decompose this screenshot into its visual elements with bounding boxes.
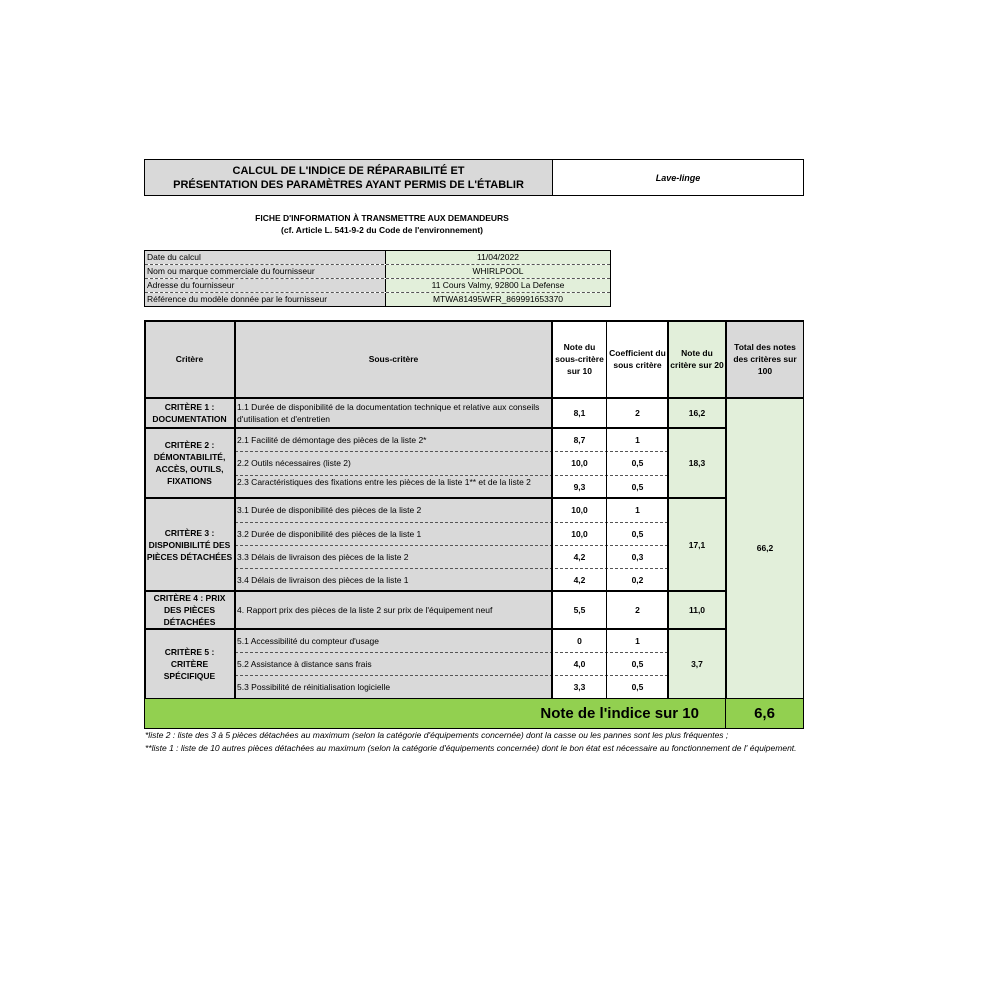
sub-coef: 0,5 — [607, 675, 668, 698]
info-row-date — [145, 251, 610, 265]
header-total: Total des notes des critères sur 100 — [726, 320, 804, 398]
title-line-2: PRÉSENTATION DES PARAMÈTRES AYANT PERMIS DE L'ÉTABLIR — [173, 178, 524, 191]
sub-coef: 0,3 — [607, 545, 668, 568]
info-value: WHIRLPOOL — [386, 265, 610, 278]
sub-coef: 0,5 — [607, 522, 668, 545]
sub-note: 5,5 — [552, 591, 607, 629]
sub-criterion-label: 1.1 Durée de disponibilité de la documentation technique et relative aux conseils d'utilisation et d'entretien — [235, 398, 552, 428]
criterion-4-score: 11,0 — [668, 591, 726, 629]
fiche-line-2: (cf. Article L. 541-9-2 du Code de l'environnement) — [281, 225, 483, 235]
sub-criterion-label: 5.1 Accessibilité du compteur d'usage — [235, 629, 552, 652]
footnote-list-1: **liste 1 : liste de 10 autres pièces détachées au maximum (selon la catégorie d'équipements concernée) dont le bon état est nécessaire au fonctionnement de l' équipement. — [145, 743, 797, 753]
supplier-info-table — [144, 250, 611, 307]
sub-criterion-label: 5.2 Assistance à distance sans frais — [235, 652, 552, 675]
info-value: 11/04/2022 — [386, 251, 610, 264]
index-label: Note de l'indice sur 10 — [540, 705, 699, 722]
info-label: Date du calcul — [145, 251, 386, 264]
header-sous-critere: Sous-critère — [235, 320, 552, 398]
criterion-3-name: CRITÈRE 3 : DISPONIBILITÉ DES PIÈCES DÉTACHÉES — [144, 498, 235, 591]
sub-criterion-label: 5.3 Possibilité de réinitialisation logicielle — [235, 675, 552, 698]
sub-criterion-label: 4. Rapport prix des pièces de la liste 2 sur prix de l'équipement neuf — [235, 591, 552, 629]
criterion-3-score: 17,1 — [668, 498, 726, 591]
sub-criterion-label: 3.4 Délais de livraison des pièces de la liste 1 — [235, 568, 552, 591]
criterion-5-name: CRITÈRE 5 : CRITÈRE SPÉCIFIQUE — [144, 629, 235, 698]
header-note-sous-critere: Note du sous-critère sur 10 — [552, 320, 607, 398]
sub-note: 4,2 — [552, 568, 607, 591]
info-value: 11 Cours Valmy, 92800 La Defense — [386, 279, 610, 292]
criterion-4-name: CRITÈRE 4 : PRIX DES PIÈCES DÉTACHÉES — [144, 591, 235, 629]
info-row-address — [145, 279, 610, 293]
header-coefficient: Coefficient du sous critère — [607, 320, 668, 398]
sub-note: 9,3 — [552, 475, 607, 498]
sub-criterion-label: 3.1 Durée de disponibilité des pièces de la liste 2 — [235, 498, 552, 522]
product-type-value: Lave-linge — [655, 172, 701, 183]
repairability-table — [144, 320, 804, 729]
sub-criterion-label: 3.2 Durée de disponibilité des pièces de la liste 1 — [235, 522, 552, 545]
sub-note: 4,2 — [552, 545, 607, 568]
sub-note: 10,0 — [552, 522, 607, 545]
index-bar — [144, 698, 804, 729]
sub-coef: 0,5 — [607, 451, 668, 475]
info-row-brand — [145, 265, 610, 279]
sub-note: 0 — [552, 629, 607, 652]
footnotes — [145, 729, 805, 755]
sub-criterion-label: 2.1 Facilité de démontage des pièces de la liste 2* — [235, 428, 552, 451]
sub-coef: 1 — [607, 498, 668, 522]
info-row-model — [145, 293, 610, 306]
footnote-list-2: *liste 2 : liste des 3 à 5 pièces détachées au maximum (selon la catégorie d'équipements concernée) dont la casse ou les pannes sont les plus fréquentes ; — [145, 730, 729, 740]
product-type — [552, 159, 804, 196]
sub-criterion-label: 2.2 Outils nécessaires (liste 2) — [235, 451, 552, 475]
sub-note: 8,1 — [552, 398, 607, 428]
sub-coef: 2 — [607, 398, 668, 428]
header-critere: Critère — [144, 320, 235, 398]
info-label: Nom ou marque commerciale du fournisseur — [145, 265, 386, 278]
info-label: Adresse du fournisseur — [145, 279, 386, 292]
sub-note: 4,0 — [552, 652, 607, 675]
sub-note: 10,0 — [552, 451, 607, 475]
criterion-2-name: CRITÈRE 2 : DÉMONTABILITÉ, ACCÈS, OUTILS, FIXATIONS — [144, 428, 235, 498]
document-title — [144, 159, 553, 196]
fiche-heading — [144, 212, 620, 236]
sub-note: 3,3 — [552, 675, 607, 698]
sub-coef: 0,2 — [607, 568, 668, 591]
sub-criterion-label: 3.3 Délais de livraison des pièces de la liste 2 — [235, 545, 552, 568]
sub-coef: 2 — [607, 591, 668, 629]
sub-coef: 1 — [607, 629, 668, 652]
info-label: Référence du modèle donnée par le fournisseur — [145, 293, 386, 306]
info-value: MTWA81495WFR_869991653370 — [386, 293, 610, 306]
criterion-2-score: 18,3 — [668, 428, 726, 498]
sub-note: 8,7 — [552, 428, 607, 451]
sub-coef: 0,5 — [607, 652, 668, 675]
sub-note: 10,0 — [552, 498, 607, 522]
header-note-critere: Note du critère sur 20 — [668, 320, 726, 398]
index-value: 6,6 — [725, 699, 803, 728]
sub-criterion-label: 2.3 Caractéristiques des fixations entre les pièces de la liste 1** et de la liste 2 — [235, 475, 552, 498]
criterion-5-score: 3,7 — [668, 629, 726, 698]
fiche-line-1: FICHE D'INFORMATION À TRANSMETTRE AUX DEMANDEURS — [255, 213, 509, 223]
title-line-1: CALCUL DE L'INDICE DE RÉPARABILITÉ ET — [232, 164, 465, 177]
criterion-1-score: 16,2 — [668, 398, 726, 428]
sub-coef: 1 — [607, 428, 668, 451]
sub-coef: 0,5 — [607, 475, 668, 498]
criterion-1-name: CRITÈRE 1 : DOCUMENTATION — [144, 398, 235, 428]
total-score-100: 66,2 — [726, 398, 804, 698]
